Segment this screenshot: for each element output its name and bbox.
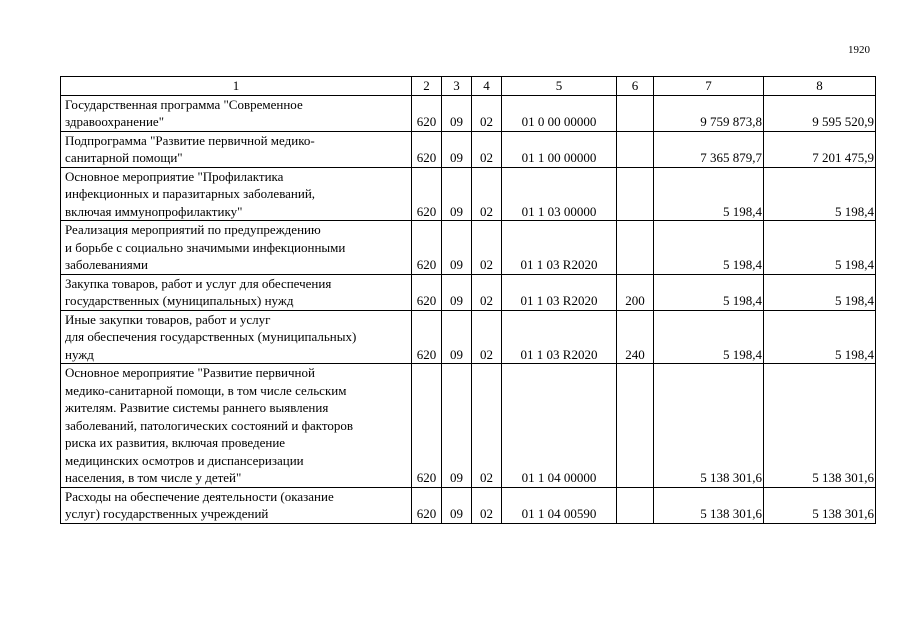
item-name-line: Расходы на обеспечение деятельности (оказание <box>65 488 334 504</box>
section-cell: 09 <box>442 95 472 131</box>
item-name-cell <box>61 274 412 310</box>
header-cell: 8 <box>764 77 876 96</box>
item-name-line: для обеспечения государственных (муниципальных) <box>65 329 357 344</box>
amount-2025-cell: 5 138 301,6 <box>764 364 876 488</box>
item-name-line: Иные закупки товаров, работ и услуг <box>65 311 271 327</box>
target-article-cell: 01 1 03 R2020 <box>502 274 617 310</box>
subsection-cell: 02 <box>472 364 502 488</box>
amount-2024-cell: 9 759 873,8 <box>654 95 764 131</box>
subsection-cell: 02 <box>472 167 502 221</box>
expense-type-cell: 240 <box>617 310 654 364</box>
header-cell: 3 <box>442 77 472 96</box>
subsection-cell: 02 <box>472 487 502 523</box>
item-name-cell <box>61 487 412 523</box>
header-cell: 2 <box>412 77 442 96</box>
ved-cell: 620 <box>412 221 442 275</box>
item-name-line: Подпрограмма "Развитие первичной медико- <box>65 132 315 148</box>
ved-cell: 620 <box>412 274 442 310</box>
table-row <box>61 221 876 275</box>
table-row <box>61 95 876 131</box>
target-article-cell: 01 0 00 00000 <box>502 95 617 131</box>
expense-type-cell: 200 <box>617 274 654 310</box>
item-name-line: Государственная программа "Современное <box>65 96 303 112</box>
item-name-line: включая иммунопрофилактику" <box>65 203 243 219</box>
header-cell: 4 <box>472 77 502 96</box>
item-name-line: инфекционных и паразитарных заболеваний, <box>65 186 316 201</box>
target-article-cell: 01 1 03 R2020 <box>502 221 617 275</box>
item-name-line: здравоохранение" <box>65 114 164 129</box>
section-cell: 09 <box>442 364 472 488</box>
item-name-line: медико-санитарной помощи, в том числе сельским <box>65 382 347 398</box>
expense-type-cell <box>617 221 654 275</box>
expense-type-cell <box>617 95 654 131</box>
section-cell: 09 <box>442 167 472 221</box>
amount-2025-cell: 5 198,4 <box>764 310 876 364</box>
item-name-cell <box>61 364 412 488</box>
amount-2024-cell: 7 365 879,7 <box>654 131 764 167</box>
ved-cell: 620 <box>412 95 442 131</box>
expense-type-cell <box>617 487 654 523</box>
header-row <box>61 77 876 96</box>
table-row <box>61 131 876 167</box>
item-name-line: населения, в том числе у детей" <box>65 470 242 485</box>
subsection-cell: 02 <box>472 310 502 364</box>
target-article-cell: 01 1 04 00590 <box>502 487 617 523</box>
table-row <box>61 274 876 310</box>
ved-cell: 620 <box>412 487 442 523</box>
item-name-line: санитарной помощи" <box>65 150 183 165</box>
ved-cell: 620 <box>412 364 442 488</box>
amount-2024-cell: 5 198,4 <box>654 167 764 221</box>
expense-type-cell <box>617 131 654 167</box>
item-name-cell <box>61 131 412 167</box>
item-name-cell <box>61 95 412 131</box>
item-name-line: и борьбе с социально значимыми инфекционными <box>65 239 346 255</box>
header-cell: 6 <box>617 77 654 96</box>
table-row <box>61 487 876 523</box>
item-name-line: нужд <box>65 346 94 362</box>
amount-2025-cell: 9 595 520,9 <box>764 95 876 131</box>
section-cell: 09 <box>442 221 472 275</box>
target-article-cell: 01 1 03 00000 <box>502 167 617 221</box>
item-name-cell <box>61 310 412 364</box>
ved-cell: 620 <box>412 310 442 364</box>
page-number: 1920 <box>848 44 870 56</box>
subsection-cell: 02 <box>472 221 502 275</box>
item-name-line: Закупка товаров, работ и услуг для обеспечения <box>65 275 332 291</box>
section-cell: 09 <box>442 274 472 310</box>
subsection-cell: 02 <box>472 95 502 131</box>
subsection-cell: 02 <box>472 131 502 167</box>
section-cell: 09 <box>442 131 472 167</box>
table-row <box>61 364 876 488</box>
subsection-cell: 02 <box>472 274 502 310</box>
budget-table <box>60 76 876 524</box>
target-article-cell: 01 1 00 00000 <box>502 131 617 167</box>
item-name-line: медицинских осмотров и диспансеризации <box>65 452 304 468</box>
item-name-line: государственных (муниципальных) нужд <box>65 293 294 308</box>
item-name-line: Основное мероприятие "Развитие первичной <box>65 365 315 380</box>
amount-2025-cell: 7 201 475,9 <box>764 131 876 167</box>
header-cell: 7 <box>654 77 764 96</box>
amount-2024-cell: 5 138 301,6 <box>654 487 764 523</box>
item-name-line: жителям. Развитие системы раннего выявления <box>65 400 329 415</box>
ved-cell: 620 <box>412 167 442 221</box>
amount-2024-cell: 5 198,4 <box>654 274 764 310</box>
section-cell: 09 <box>442 310 472 364</box>
header-cell: 1 <box>61 77 412 96</box>
amount-2025-cell: 5 198,4 <box>764 221 876 275</box>
item-name-cell <box>61 221 412 275</box>
amount-2024-cell: 5 198,4 <box>654 310 764 364</box>
table-row <box>61 310 876 364</box>
target-article-cell: 01 1 03 R2020 <box>502 310 617 364</box>
item-name-line: Реализация мероприятий по предупреждению <box>65 222 321 237</box>
item-name-line: услуг) государственных учреждений <box>65 506 269 521</box>
amount-2025-cell: 5 198,4 <box>764 167 876 221</box>
item-name-line: риска их развития, включая проведение <box>65 435 286 450</box>
item-name-cell <box>61 167 412 221</box>
section-cell: 09 <box>442 487 472 523</box>
target-article-cell: 01 1 04 00000 <box>502 364 617 488</box>
expense-type-cell <box>617 167 654 221</box>
ved-cell: 620 <box>412 131 442 167</box>
item-name-line: заболеваний, патологических состояний и факторов <box>65 417 354 433</box>
amount-2024-cell: 5 198,4 <box>654 221 764 275</box>
amount-2025-cell: 5 198,4 <box>764 274 876 310</box>
item-name-line: заболеваниями <box>65 257 148 272</box>
expense-type-cell <box>617 364 654 488</box>
amount-2025-cell: 5 138 301,6 <box>764 487 876 523</box>
table-row <box>61 167 876 221</box>
item-name-line: Основное мероприятие "Профилактика <box>65 168 284 184</box>
header-cell: 5 <box>502 77 617 96</box>
amount-2024-cell: 5 138 301,6 <box>654 364 764 488</box>
